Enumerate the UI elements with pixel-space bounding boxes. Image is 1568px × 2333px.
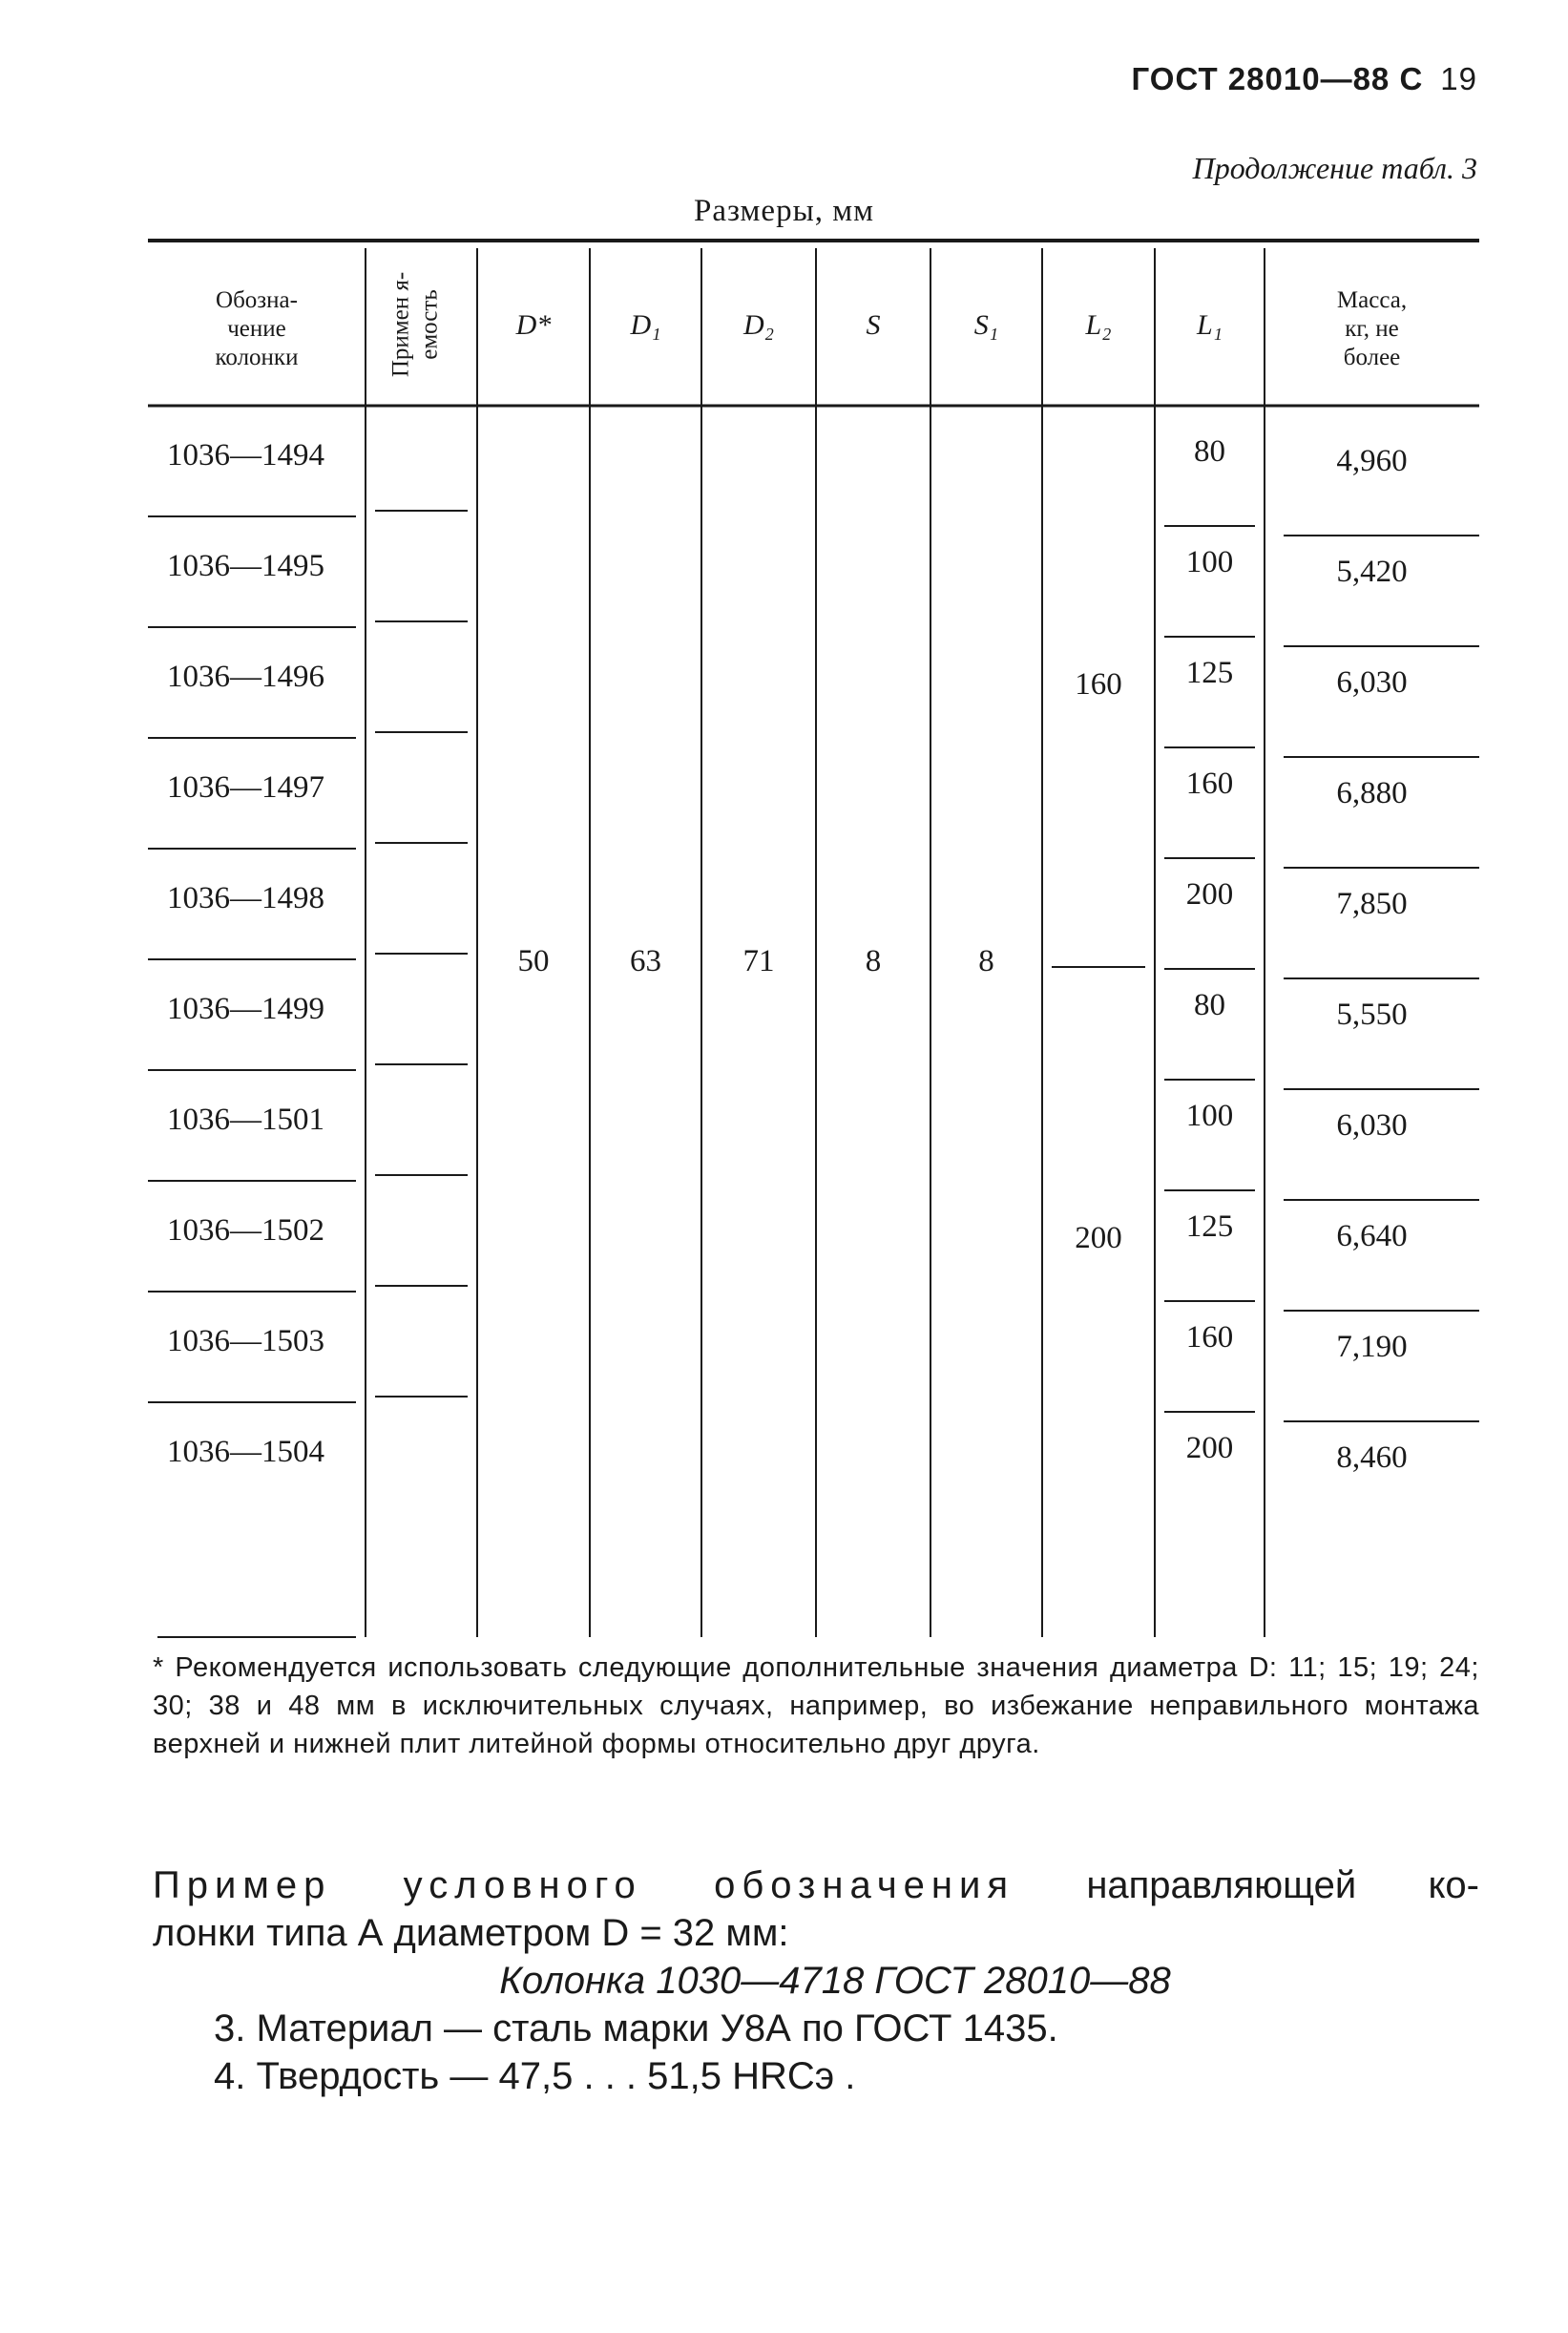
- column-header-applicability: емость: [416, 289, 443, 360]
- column-header-3: D₁: [630, 309, 661, 341]
- standard-number: ГОСТ 28010—88 С: [1131, 61, 1424, 96]
- table-continuation-label: Продолжение табл. 3: [1192, 151, 1477, 185]
- example-line-1: [153, 1861, 1479, 1909]
- mass-cell: 5,550: [1336, 998, 1408, 1032]
- example-word: Пример: [153, 1864, 332, 1906]
- column-header-designation: чение: [227, 316, 286, 342]
- column-header-5: S: [866, 309, 881, 341]
- l1-cell: 160: [1185, 767, 1234, 801]
- column-header-mass: более: [1343, 345, 1401, 370]
- merged-dimension-cell: 8: [865, 944, 882, 978]
- column-header-4: D₂: [742, 309, 775, 341]
- designation-cell: 1036—1498: [167, 881, 324, 915]
- l1-cell: 160: [1185, 1320, 1234, 1355]
- merged-dimension-cell: 50: [517, 944, 550, 978]
- units-label: Размеры, мм: [693, 194, 875, 228]
- mass-cell: 5,420: [1336, 555, 1408, 589]
- merged-dimension-cell: 63: [630, 944, 661, 978]
- example-word: направляющей: [1086, 1864, 1357, 1906]
- merged-dimension-cell: 8: [978, 944, 994, 978]
- example-word: ко-: [1428, 1864, 1479, 1906]
- column-header-8: L₁: [1196, 309, 1223, 341]
- designation-cell: 1036—1504: [167, 1435, 324, 1469]
- l1-cell: 200: [1185, 877, 1234, 912]
- material-clause: 3. Материал — сталь марки У8А по ГОСТ 1435.: [214, 2007, 1058, 2049]
- column-header-mass: кг, не: [1345, 316, 1399, 342]
- mass-cell: 6,030: [1336, 665, 1408, 700]
- mass-cell: 6,640: [1336, 1219, 1408, 1253]
- column-header-designation: Обозна-: [216, 287, 298, 313]
- mass-cell: 7,850: [1336, 887, 1408, 921]
- designation-cell: 1036—1495: [167, 549, 324, 583]
- column-header-mass: Масса,: [1336, 287, 1408, 313]
- designation-cell: 1036—1502: [167, 1213, 324, 1248]
- column-header-7: L₂: [1085, 309, 1112, 341]
- example-line-2: лонки типа А диаметром D = 32 мм:: [153, 1912, 789, 1954]
- mass-cell: 8,460: [1336, 1440, 1408, 1475]
- column-header-designation: колонки: [215, 345, 299, 370]
- example-word: условного: [403, 1864, 642, 1906]
- page-number: 19: [1440, 61, 1477, 96]
- mass-cell: 7,190: [1336, 1330, 1408, 1364]
- l1-cell: 100: [1185, 545, 1234, 579]
- l1-cell: 100: [1185, 1099, 1234, 1133]
- l1-cell: 80: [1194, 434, 1225, 469]
- designation-cell: 1036—1503: [167, 1324, 324, 1358]
- l1-cell: 200: [1185, 1431, 1234, 1465]
- l2-group-cell: 160: [1075, 667, 1122, 702]
- hardness-clause: 4. Твердость — 47,5 . . . 51,5 HRCэ .: [214, 2055, 856, 2097]
- column-header-6: S₁: [973, 309, 999, 341]
- footnote: * Рекомендуется использовать следующие дополнительные значения диаметра D: 11; 15; 19; 24; 30; 38 и 48 мм в исключительных случаях, например, во избежание неправильного монтажа верхней и нижней плит литейной формы относительно друг друга.: [153, 1652, 1479, 1759]
- merged-dimension-cell: 71: [742, 944, 775, 978]
- designation-cell: 1036—1496: [167, 660, 324, 694]
- mass-cell: 4,960: [1336, 444, 1408, 478]
- example-word: обозначения: [714, 1864, 1015, 1906]
- l1-cell: 125: [1185, 656, 1234, 690]
- l1-cell: 80: [1194, 988, 1225, 1022]
- l2-group-cell: 200: [1075, 1221, 1122, 1255]
- designation-cell: 1036—1501: [167, 1103, 324, 1137]
- designation-cell: 1036—1499: [167, 992, 324, 1026]
- l1-cell: 125: [1185, 1209, 1234, 1244]
- mass-cell: 6,880: [1336, 776, 1408, 810]
- column-header-2: D*: [515, 309, 552, 341]
- designation-cell: 1036—1497: [167, 770, 324, 805]
- example-designation: Колонка 1030—4718 ГОСТ 28010—88: [499, 1960, 1171, 2002]
- designation-example: [153, 1861, 1479, 2100]
- column-header-applicability: Примен я-: [387, 271, 414, 378]
- designation-cell: 1036—1494: [167, 438, 324, 473]
- mass-cell: 6,030: [1336, 1108, 1408, 1143]
